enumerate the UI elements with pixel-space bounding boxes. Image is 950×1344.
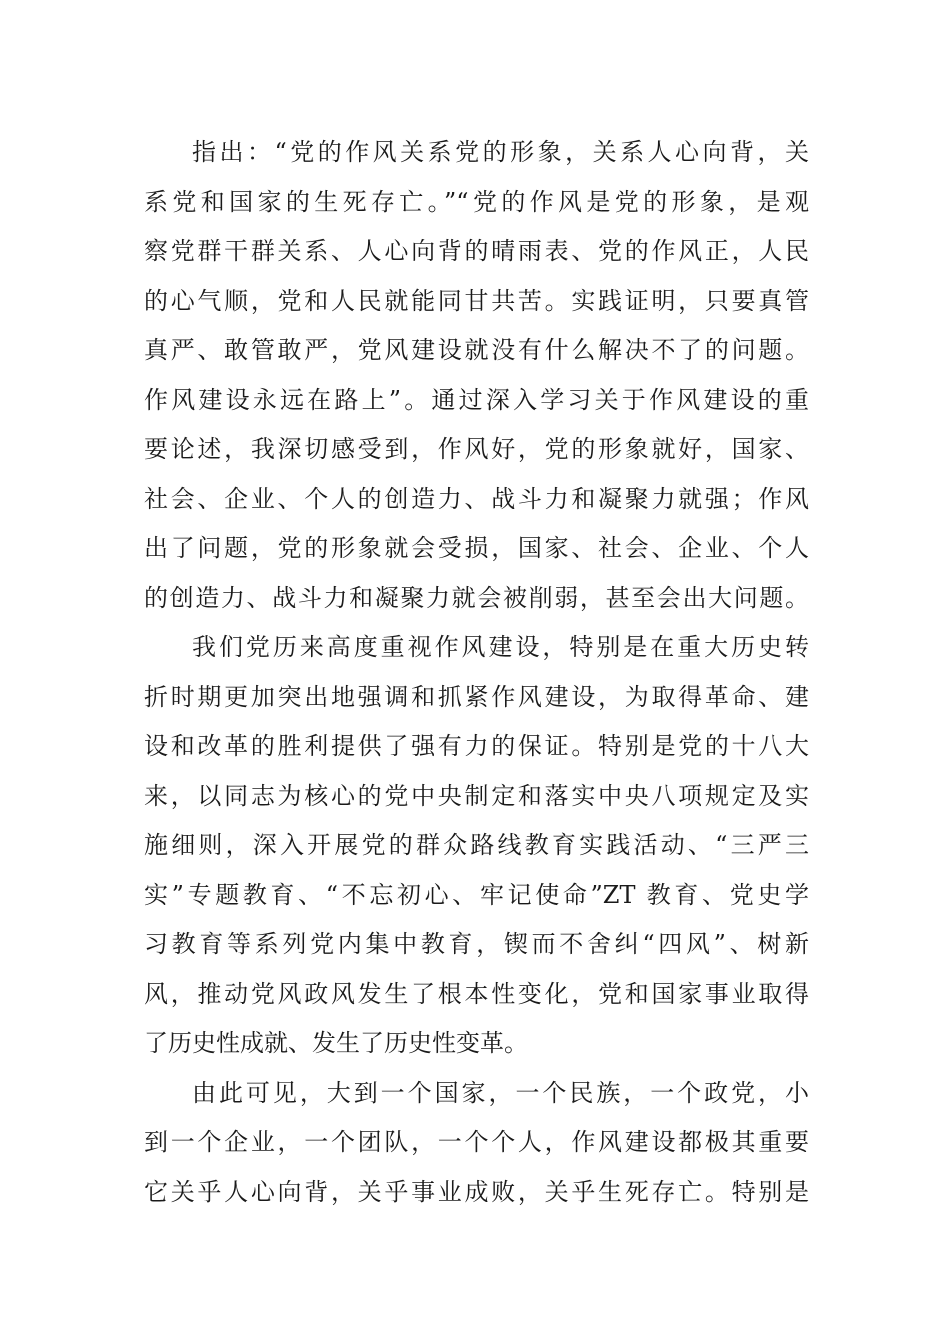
text-line: 的创造力、战斗力和凝聚力就会被削弱，甚至会出大问题。	[144, 583, 809, 612]
text-line: 它关乎人心向背，关乎事业成败，关乎生死存亡。特别是	[144, 1177, 809, 1206]
text-line: 设和改革的胜利提供了强有力的保证。特别是党的十八大	[144, 732, 809, 760]
paragraph-2	[144, 623, 809, 1069]
text-line: 社会、企业、个人的创造力、战斗力和凝聚力就强；作风	[144, 484, 809, 513]
text-line: 真严、敢管敢严，党风建设就没有什么解决不了的问题。	[144, 336, 809, 364]
text-line: 指出：“党的作风关系党的形象，关系人心向背，关	[192, 138, 809, 166]
text-line: 折时期更加突出地强调和抓紧作风建设，为取得革命、建	[144, 682, 809, 711]
text-line: 要论述，我深切感受到，作风好，党的形象就好，国家、	[144, 435, 809, 463]
text-line: 我们党历来高度重视作风建设，特别是在重大历史转	[192, 633, 809, 661]
text-line: 风，推动党风政风发生了根本性变化，党和国家事业取得	[144, 979, 809, 1008]
document-body	[144, 128, 809, 1217]
text-line: 出了问题，党的形象就会受损，国家、社会、企业、个人	[144, 534, 809, 562]
text-line: 来，以同志为核心的党中央制定和落实中央八项规定及实	[144, 781, 809, 810]
paragraph-1	[144, 128, 809, 623]
text-line: 的心气顺，党和人民就能同甘共苦。实践证明，只要真管	[144, 286, 809, 315]
text-line: 了历史性成就、发生了历史性变革。	[144, 1029, 528, 1057]
text-line: 到一个企业，一个团队，一个个人，作风建设都极其重要	[144, 1128, 809, 1156]
text-line: 由此可见，大到一个国家，一个民族，一个政党，小	[192, 1078, 809, 1107]
text-line: 系党和国家的生死存亡。”“党的作风是党的形象，是观	[144, 187, 809, 216]
text-line: 作风建设永远在路上”。通过深入学习关于作风建设的重	[144, 385, 809, 414]
text-line: 实”专题教育、“不忘初心、牢记使命”ZT 教育、党史学	[144, 880, 809, 909]
text-line: 察党群干群关系、人心向背的晴雨表、党的作风正，人民	[144, 237, 809, 265]
text-line: 施细则，深入开展党的群众路线教育实践活动、“三严三	[144, 831, 809, 859]
text-line: 习教育等系列党内集中教育，锲而不舍纠“四风”、树新	[144, 930, 809, 958]
paragraph-3	[144, 1069, 809, 1218]
